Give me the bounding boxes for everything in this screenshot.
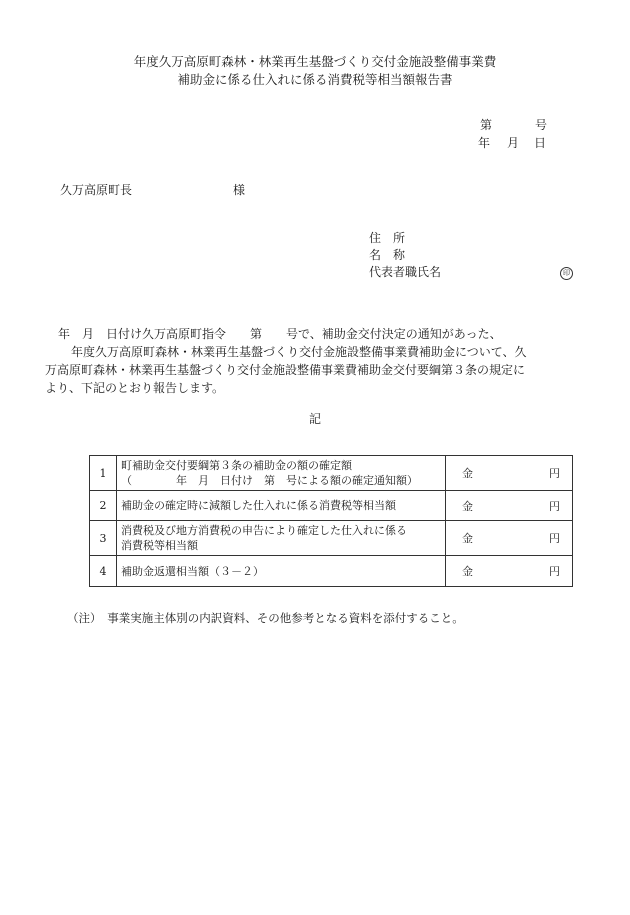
doc-number-dai: 第 — [480, 118, 493, 132]
item-amount — [446, 556, 573, 587]
item-amount — [446, 491, 573, 521]
amount-yen: 円 — [549, 532, 560, 545]
amount-kin: 金 — [462, 467, 473, 480]
addressee-honorific: 様 — [233, 183, 246, 197]
sender-rep-label: 代表者職氏名 — [369, 265, 442, 279]
amount-kin: 金 — [462, 565, 473, 578]
table-row — [90, 456, 573, 491]
item-number: 2 — [90, 491, 117, 521]
addressee-name: 久万高原町長 — [60, 183, 133, 197]
item-description-line1: 消費税及び地方消費税の申告により確定した仕入れに係る — [121, 524, 407, 537]
item-number: 3 — [90, 521, 117, 556]
item-description-line2: （ 年 月 日付け 第 号による額の確定通知額） — [121, 474, 418, 487]
amount-yen: 円 — [549, 565, 560, 578]
report-title-line1: 年度久万高原町森林・林業再生基盤づくり交付金施設整備事業費 — [133, 54, 497, 69]
seal-stamp: 印 — [560, 267, 573, 280]
item-amount — [446, 521, 573, 556]
amount-kin: 金 — [462, 499, 473, 513]
date-month: 月 — [507, 136, 520, 150]
body-line2: 年度久万高原町森林・林業再生基盤づくり交付金施設整備事業費補助金について、久 — [71, 345, 527, 359]
item-description-line2: 消費税等相当額 — [121, 539, 198, 552]
body-line1: 年 月 日付け久万高原町指令 第 号で、補助金交付決定の通知があった、 — [58, 327, 502, 341]
item-number: 4 — [90, 556, 117, 587]
item-number: 1 — [90, 456, 117, 491]
report-items-table — [89, 455, 573, 587]
item-description — [117, 456, 446, 491]
date-day: 日 — [534, 136, 547, 150]
body-line4: より、下記のとおり報告します。 — [45, 381, 225, 395]
sender-name-label: 名 称 — [369, 248, 406, 262]
amount-kin: 金 — [462, 532, 473, 545]
ki-heading: 記 — [309, 412, 322, 426]
table-row — [90, 556, 573, 587]
sender-address-label: 住 所 — [369, 231, 406, 245]
item-description-line1: 補助金の確定時に減額した仕入れに係る消費税等相当額 — [121, 499, 396, 512]
report-title-line2: 補助金に係る仕入れに係る消費税等相当額報告書 — [177, 72, 453, 87]
item-description-line1: 補助金返還相当額（３－２） — [121, 564, 264, 578]
item-description-line1: 町補助金交付要綱第３条の補助金の額の確定額 — [121, 459, 352, 472]
amount-yen: 円 — [549, 499, 560, 513]
date-year: 年 — [478, 136, 491, 150]
doc-number-go: 号 — [535, 118, 548, 132]
body-line3: 万高原町森林・林業再生基盤づくり交付金施設整備事業費補助金交付要綱第３条の規定に — [45, 363, 526, 377]
amount-yen: 円 — [549, 467, 560, 480]
item-amount — [446, 456, 573, 491]
item-description — [117, 521, 446, 556]
footnote: （注） 事業実施主体別の内訳資料、その他参考となる資料を添付すること。 — [67, 611, 464, 625]
table-row — [90, 521, 573, 556]
item-description — [117, 556, 446, 587]
table-row — [90, 491, 573, 521]
item-description — [117, 491, 446, 521]
seal-mark — [560, 264, 573, 280]
